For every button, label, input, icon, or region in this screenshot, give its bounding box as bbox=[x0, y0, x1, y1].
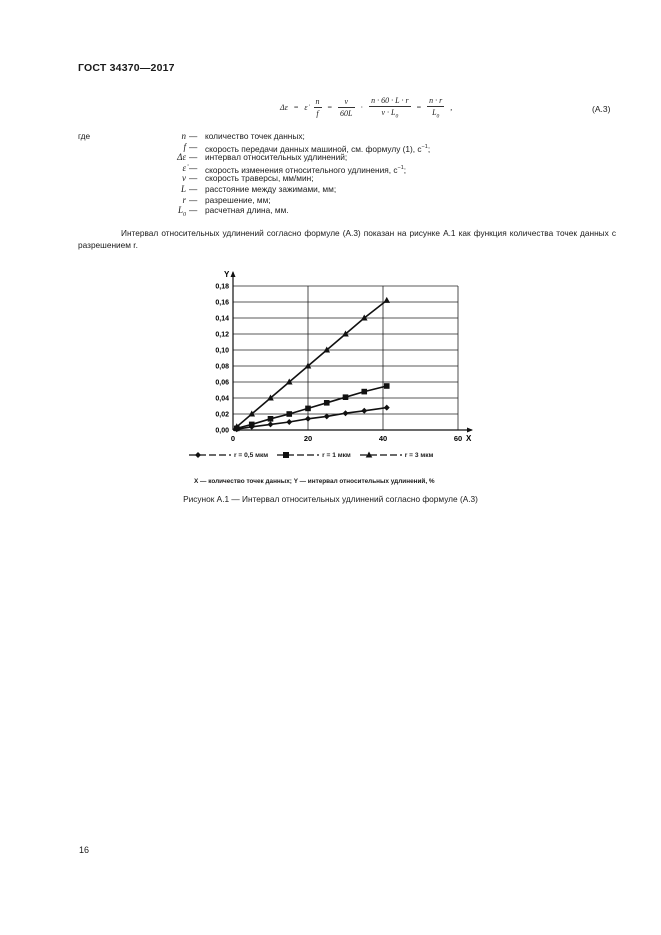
y-tick-label: 0,04 bbox=[215, 395, 229, 403]
x-tick-label: 20 bbox=[303, 434, 313, 443]
formula-frac-1 bbox=[314, 97, 322, 118]
data-point-series-1 bbox=[384, 405, 390, 411]
definition-text-main: количество точек данных; bbox=[205, 131, 305, 141]
frac-4-num: n · r bbox=[429, 96, 443, 105]
frac-4-den-sub: 0 bbox=[436, 113, 440, 120]
legend-marker bbox=[283, 452, 289, 458]
legend-swatch-square bbox=[276, 451, 320, 459]
definition-dash: — bbox=[189, 162, 198, 173]
definition-symbol-main: L bbox=[180, 183, 186, 194]
definition-symbol bbox=[156, 142, 186, 153]
axis-note: X — количество точек данных; Y — интервал относительных удлинений, % bbox=[194, 478, 435, 485]
y-axis-label: Y bbox=[224, 270, 230, 279]
y-tick-label: 0,12 bbox=[215, 331, 229, 339]
formula-frac-3 bbox=[369, 96, 410, 120]
definition-text-tail: ; bbox=[427, 143, 431, 154]
frac-1-num: n bbox=[315, 97, 320, 107]
definition-text-sup: −1 bbox=[397, 164, 404, 171]
definition-symbol-main: f bbox=[183, 141, 186, 152]
data-point-series-2 bbox=[305, 406, 311, 412]
definition-text bbox=[205, 195, 271, 206]
definition-text-main: интервал относительных удлинений; bbox=[205, 152, 348, 163]
definition-text bbox=[205, 184, 336, 195]
formula-frac-4 bbox=[427, 96, 444, 120]
x-tick-label: 40 bbox=[378, 434, 388, 443]
formula-edot: ε̇ bbox=[304, 103, 308, 113]
definition-text-main: скорость траверсы, мм/мин; bbox=[205, 173, 314, 184]
x-tick-label: 60 bbox=[453, 434, 463, 443]
y-tick-label: 0,06 bbox=[215, 379, 229, 387]
formula-eq3: = bbox=[416, 103, 422, 113]
formula-lhs: Δε bbox=[280, 103, 288, 113]
frac-2-den: 60L bbox=[340, 109, 353, 119]
data-point-series-1 bbox=[286, 419, 292, 425]
definition-symbol bbox=[156, 184, 186, 195]
data-point-series-2 bbox=[268, 416, 274, 422]
definition-text bbox=[205, 131, 305, 142]
definition-text-tail: ; bbox=[403, 164, 407, 175]
y-tick-label: 0,02 bbox=[215, 411, 229, 419]
y-tick-label: 0,16 bbox=[215, 299, 229, 307]
data-point-series-1 bbox=[305, 416, 311, 422]
chart-legend bbox=[188, 451, 488, 461]
page-number: 16 bbox=[79, 845, 90, 855]
definition-symbol-main: Δε bbox=[177, 152, 186, 163]
formula-eq2: = bbox=[327, 103, 333, 113]
definition-text-main: скорость передачи данных машиной, см. формулу (1), с bbox=[205, 143, 422, 154]
definition-text-sup: −1 bbox=[421, 143, 428, 150]
x-axis-arrow bbox=[467, 428, 473, 433]
data-point-series-2 bbox=[343, 394, 349, 400]
legend-swatch-triangle bbox=[359, 451, 403, 459]
legend-item bbox=[188, 451, 268, 459]
x-axis-label: X bbox=[466, 434, 472, 443]
frac-4-den-main: L bbox=[432, 108, 437, 117]
figure-a1-chart bbox=[200, 262, 480, 446]
frac-3-den bbox=[369, 107, 410, 120]
y-tick-label: 0,08 bbox=[215, 363, 229, 371]
definition-symbol-main: v bbox=[182, 173, 186, 184]
formula-frac-2 bbox=[338, 97, 354, 118]
definition-dash: — bbox=[189, 183, 198, 194]
definition-symbol-main: r bbox=[182, 194, 186, 205]
frac-3-den-sub: 0 bbox=[395, 113, 399, 120]
data-point-series-1 bbox=[268, 421, 274, 427]
frac-3-den-main: v · L bbox=[381, 108, 396, 117]
definition-text bbox=[205, 152, 347, 163]
y-tick-label: 0,14 bbox=[215, 315, 229, 323]
definition-symbol bbox=[156, 152, 186, 163]
data-point-series-2 bbox=[384, 383, 390, 389]
frac-1-den: f bbox=[316, 109, 319, 119]
definition-symbol bbox=[156, 195, 186, 206]
formula-dot: · bbox=[360, 103, 364, 113]
y-tick-label: 0,18 bbox=[215, 283, 229, 291]
definition-symbol-main: n bbox=[181, 131, 186, 141]
definition-text bbox=[205, 205, 289, 216]
legend-item bbox=[276, 451, 351, 459]
legend-label: r = 0,5 мкм bbox=[234, 451, 269, 459]
data-point-series-2 bbox=[249, 422, 255, 428]
legend-swatch-diamond bbox=[188, 451, 232, 459]
formula-number: (А.3) bbox=[592, 104, 611, 114]
definition-symbol-main: L bbox=[177, 205, 183, 216]
definition-dash: — bbox=[189, 173, 198, 184]
definition-symbol bbox=[156, 173, 186, 184]
definition-text-main: разрешение, мм; bbox=[205, 194, 271, 205]
data-point-series-2 bbox=[324, 400, 330, 406]
data-point-series-2 bbox=[361, 389, 367, 395]
definition-dash: — bbox=[189, 205, 198, 216]
definition-dash: — bbox=[189, 152, 198, 163]
data-point-series-1 bbox=[361, 408, 367, 414]
figure-caption: Рисунок А.1 — Интервал относительных удлинений согласно формуле (А.3) bbox=[183, 494, 478, 504]
frac-2-num: v bbox=[338, 97, 354, 108]
frac-3-num: n · 60 · L · r bbox=[371, 96, 409, 105]
definition-symbol bbox=[156, 205, 186, 220]
definition-symbol-main: ε̇ bbox=[182, 162, 186, 173]
definition-symbol bbox=[156, 131, 186, 142]
definition-text-main: расчетная длина, мм. bbox=[205, 205, 289, 216]
definition-symbol bbox=[156, 163, 186, 174]
definition-symbol-sub: 0 bbox=[183, 211, 186, 218]
formula-comma: , bbox=[450, 103, 453, 113]
definition-dash: — bbox=[189, 141, 198, 152]
x-tick-label: 0 bbox=[230, 434, 236, 443]
definition-text-main: расстояние между зажимами, мм; bbox=[205, 183, 337, 194]
paragraph: Интервал относительных удлинений согласно формуле (А.3) показан на рисунке А.1 как функция количества точек данных с разрешением r. bbox=[78, 228, 616, 250]
document-header: ГОСТ 34370—2017 bbox=[78, 62, 175, 74]
y-tick-label: 0,10 bbox=[215, 347, 229, 355]
legend-marker bbox=[195, 452, 201, 458]
definition-text bbox=[205, 173, 314, 184]
definition-dash: — bbox=[189, 131, 198, 141]
data-point-series-1 bbox=[343, 410, 349, 416]
legend-item bbox=[359, 451, 434, 459]
formula-a3 bbox=[278, 96, 454, 126]
y-tick-label: 0,00 bbox=[215, 427, 229, 435]
definition-text-main: скорость изменения относительного удлинения, с bbox=[205, 164, 398, 175]
data-point-series-3 bbox=[383, 297, 390, 303]
y-axis-arrow bbox=[231, 271, 236, 277]
legend-label: r = 3 мкм bbox=[404, 451, 434, 459]
formula-eq1: = bbox=[293, 103, 299, 113]
definition-dash: — bbox=[189, 194, 198, 205]
frac-4-den bbox=[427, 107, 444, 120]
definitions-lead: где bbox=[78, 131, 91, 141]
data-point-series-2 bbox=[286, 411, 292, 417]
legend-label: r = 1 мкм bbox=[322, 451, 351, 459]
